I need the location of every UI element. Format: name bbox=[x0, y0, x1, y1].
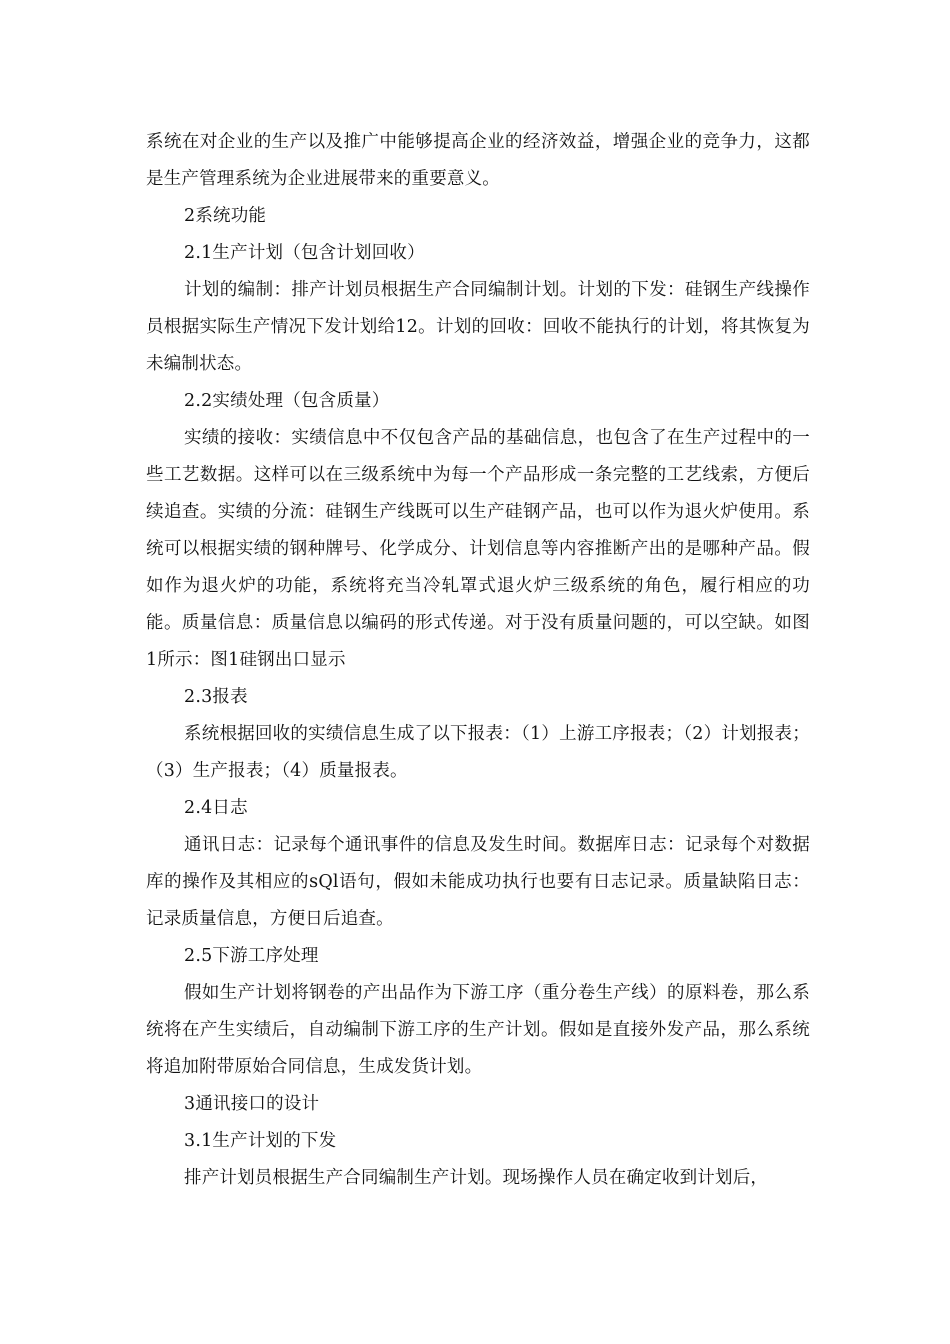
body-paragraph: 排产计划员根据生产合同编制生产计划。现场操作人员在确定收到计划后， bbox=[184, 1168, 769, 1188]
section-heading: 2系统功能 bbox=[184, 206, 267, 226]
subsection-heading: 3.1生产计划的下发 bbox=[184, 1131, 337, 1151]
section-heading: 3通讯接口的设计 bbox=[184, 1094, 320, 1114]
subsection-heading: 2.3报表 bbox=[184, 687, 248, 707]
subsection-heading: 2.2实绩处理（包含质量） bbox=[184, 391, 390, 411]
body-paragraph: 系统在对企业的生产以及推广中能够提高企业的经济效益，增强企业的竞争力，这都是生产管理系统为企业进展带来的重要意义。 bbox=[146, 132, 810, 189]
subsection-heading: 2.5下游工序处理 bbox=[184, 946, 319, 966]
document-body bbox=[146, 124, 810, 1197]
subsection-heading: 2.4日志 bbox=[184, 798, 248, 818]
body-paragraph: 通讯日志：记录每个通讯事件的信息及发生时间。数据库日志：记录每个对数据库的操作及其相应的sQl语句，假如未能成功执行也要有日志记录。质量缺陷日志：记录质量信息，方便日后追查。 bbox=[146, 835, 810, 929]
body-paragraph: 假如生产计划将钢卷的产出品作为下游工序（重分卷生产线）的原料卷，那么系统将在产生实绩后，自动编制下游工序的生产计划。假如是直接外发产品，那么系统将追加附带原始合同信息，生成发货计划。 bbox=[146, 983, 810, 1077]
body-paragraph: 实绩的接收：实绩信息中不仅包含产品的基础信息，也包含了在生产过程中的一些工艺数据。这样可以在三级系统中为每一个产品形成一条完整的工艺线索，方便后续追查。实绩的分流：硅钢生产线既可以生产硅钢产品，也可以作为退火炉使用。系统可以根据实绩的钢种牌号、化学成分、计划信息等内容推断产出的是哪种产品。假如作为退火炉的功能，系统将充当冷轧罩式退火炉三级系统的角色，履行相应的功能。质量信息：质量信息以编码的形式传递。对于没有质量问题的，可以空缺。如图1所示：图1硅钢出口显示 bbox=[146, 428, 810, 670]
body-paragraph: 系统根据回收的实绩信息生成了以下报表：（1）上游工序报表；（2）计划报表；（3）生产报表；（4）质量报表。 bbox=[146, 724, 810, 781]
body-paragraph: 计划的编制：排产计划员根据生产合同编制计划。计划的下发：硅钢生产线操作员根据实际生产情况下发计划给12。计划的回收：回收不能执行的计划，将其恢复为未编制状态。 bbox=[146, 280, 810, 374]
subsection-heading: 2.1生产计划（包含计划回收） bbox=[184, 243, 425, 263]
